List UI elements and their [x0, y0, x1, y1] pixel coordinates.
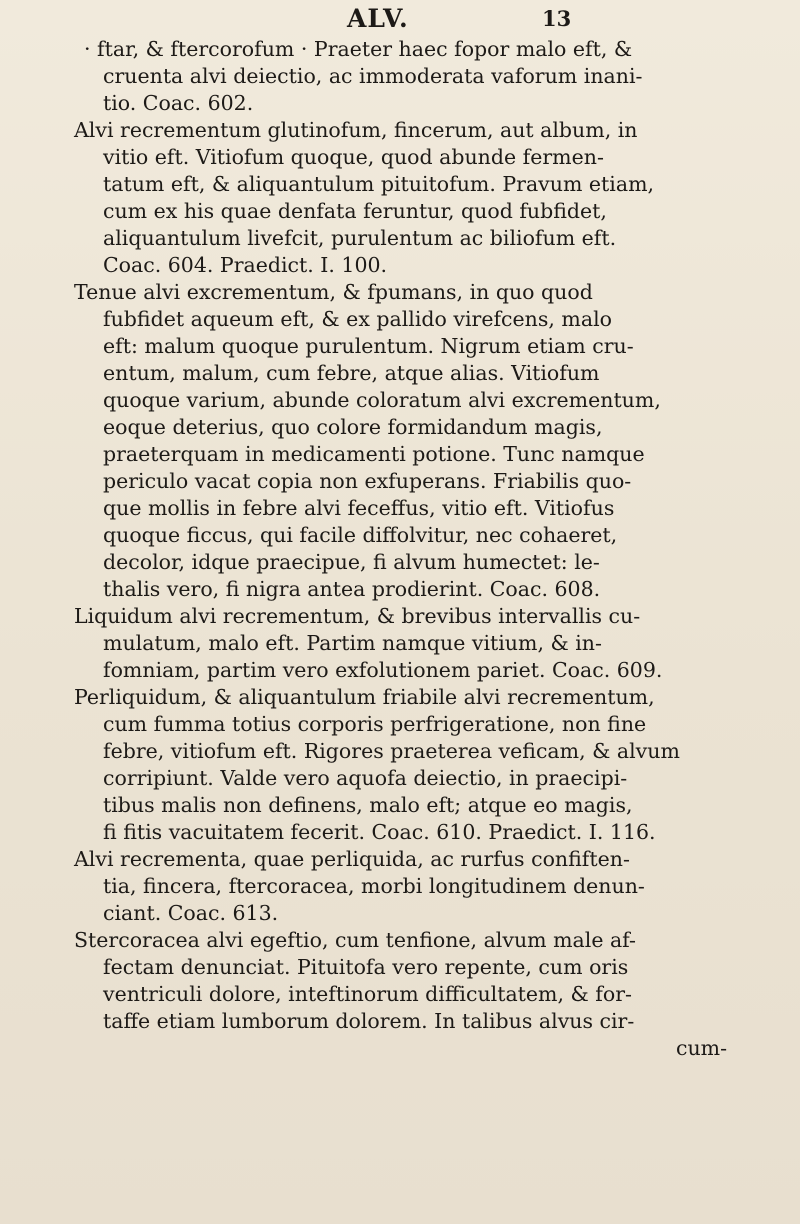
- text-line: eoque deterius, quo colore formidandum magis,: [103, 415, 603, 439]
- text-line: vitio eft. Vitiofum quoque, quod abunde fermen-: [103, 145, 604, 169]
- text-line: ventriculi dolore, inteftinorum difficultatem, & for-: [103, 982, 632, 1006]
- text-line: Alvi recrementum glutinofum, fincerum, aut album, in: [74, 118, 638, 142]
- text-line: tia, fincera, ftercoracea, morbi longitudinem denun-: [103, 874, 645, 898]
- text-line: Tenue alvi excrementum, & fpumans, in quo quod: [74, 280, 593, 304]
- text-line: corripiunt. Valde vero aquofa deiectio, in praecipi-: [103, 766, 628, 790]
- text-line: aliquantulum livefcit, purulentum ac biliofum eft.: [103, 226, 617, 250]
- text-line: eft: malum quoque purulentum. Nigrum etiam cru-: [103, 334, 634, 358]
- text-line: quoque varium, abunde coloratum alvi excrementum,: [103, 388, 661, 412]
- text-line: · ftar, & ftercorofum · Praeter haec fopor malo eft, &: [84, 37, 633, 61]
- text-line: Liquidum alvi recrementum, & brevibus intervallis cu-: [74, 604, 641, 628]
- text-line: periculo vacat copia non exfuperans. Friabilis quo-: [103, 469, 632, 493]
- text-line: fubfidet aqueum eft, & ex pallido virefcens, malo: [103, 307, 612, 331]
- page-header: [0, 4, 800, 34]
- text-line: tio. Coac. 602.: [103, 91, 254, 115]
- page-number: 13: [542, 6, 572, 31]
- text-line: tatum eft, & aliquantulum pituitofum. Pravum etiam,: [103, 172, 655, 196]
- catchword: cum-: [676, 1036, 728, 1060]
- text-line: praeterquam in medicamenti potione. Tunc namque: [103, 442, 645, 466]
- text-line: febre, vitiofum eft. Rigores praeterea veficam, & alvum: [103, 739, 680, 763]
- text-line: fomniam, partim vero exfolutionem pariet. Coac. 609.: [103, 658, 663, 682]
- text-line: Stercoracea alvi egeftio, cum tenfione, alvum male af-: [74, 928, 636, 952]
- text-line: que mollis in febre alvi feceffus, vitio eft. Vitiofus: [103, 496, 615, 520]
- text-line: taffe etiam lumborum dolorem. In talibus alvus cir-: [103, 1009, 635, 1033]
- text-line: fectam denunciat. Pituitofa vero repente, cum oris: [103, 955, 629, 979]
- text-line: entum, malum, cum febre, atque alias. Vitiofum: [103, 361, 600, 385]
- text-line: cum ex his quae denfata feruntur, quod fubfidet,: [103, 199, 607, 223]
- text-line: cruenta alvi deiectio, ac immoderata vaforum inani-: [103, 64, 643, 88]
- running-head: ALV.: [347, 4, 409, 33]
- text-line: thalis vero, fi nigra antea prodierint. Coac. 608.: [103, 577, 601, 601]
- text-line: mulatum, malo eft. Partim namque vitium, & in-: [103, 631, 602, 655]
- text-line: decolor, idque praecipue, fi alvum humectet: le-: [103, 550, 600, 574]
- text-line: cum fumma totius corporis perfrigeratione, non fine: [103, 712, 647, 736]
- text-line: tibus malis non definens, malo eft; atque eo magis,: [103, 793, 633, 817]
- text-line: Coac. 604. Praedict. I. 100.: [103, 253, 388, 277]
- text-line: fi fitis vacuitatem fecerit. Coac. 610. Praedict. I. 116.: [103, 820, 656, 844]
- text-line: quoque ficcus, qui facile diffolvitur, nec cohaeret,: [103, 523, 618, 547]
- text-line: ciant. Coac. 613.: [103, 901, 279, 925]
- text-line: Alvi recrementa, quae perliquida, ac rurfus confiften-: [74, 847, 630, 871]
- text-line: Perliquidum, & aliquantulum friabile alvi recrementum,: [74, 685, 655, 709]
